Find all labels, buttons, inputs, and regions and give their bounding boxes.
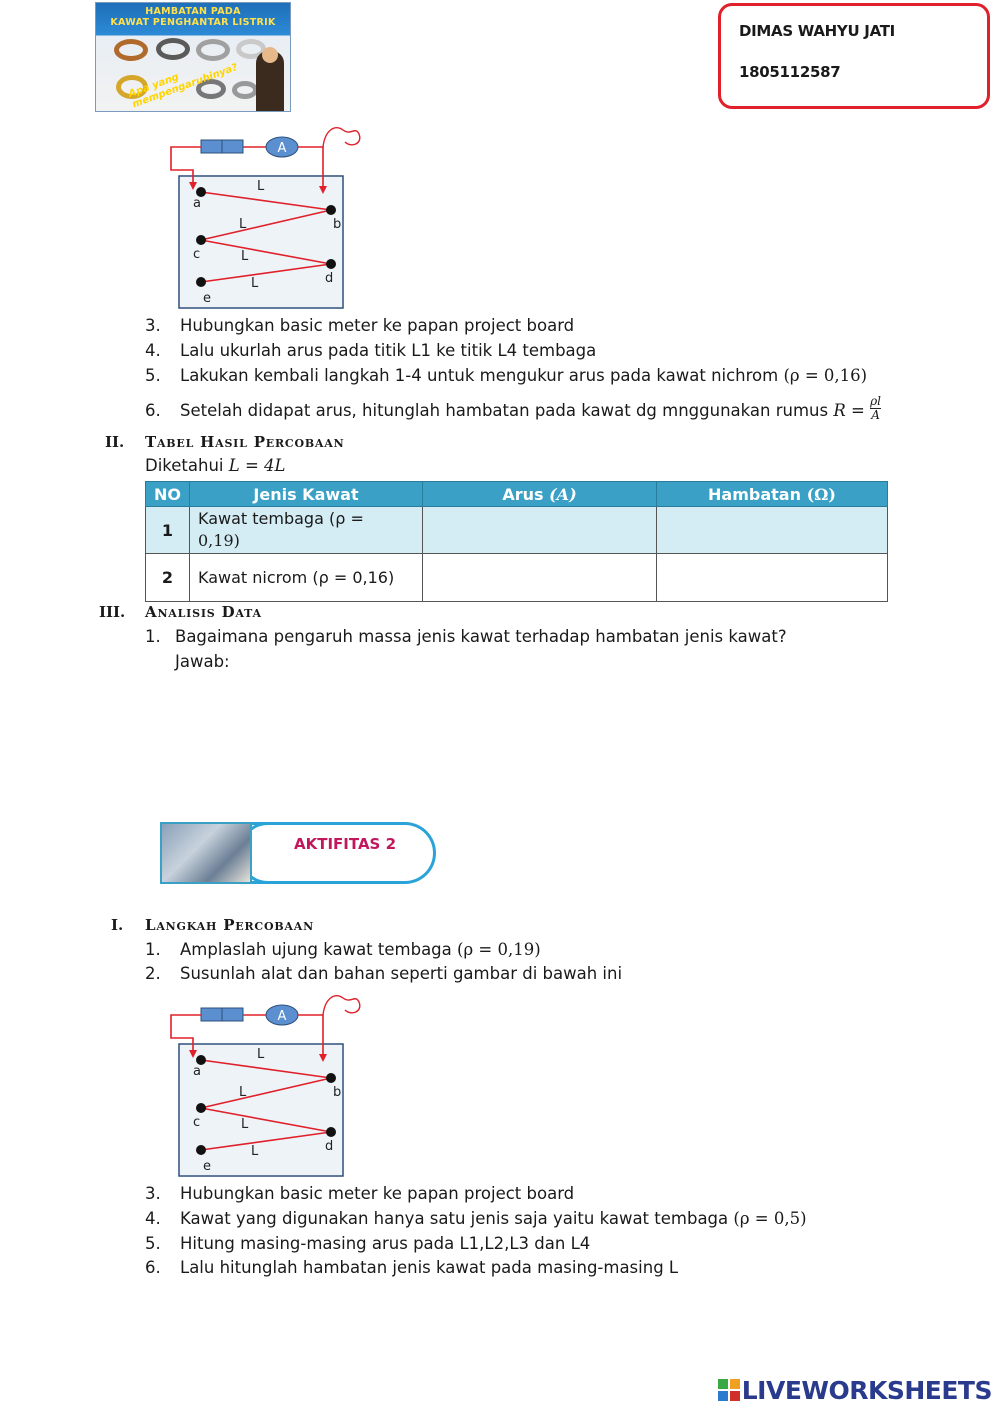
column-header: Jenis Kawat: [190, 482, 423, 507]
list-item: 2. Susunlah alat dan bahan seperti gambar di bawah ini: [145, 964, 623, 983]
formula: (ρ = 0,19): [457, 940, 541, 959]
formula-lhs: R =: [833, 401, 865, 420]
list-item: 3. Hubungkan basic meter ke papan project board: [145, 1184, 575, 1203]
table-cell-hambatan-input[interactable]: [657, 507, 888, 554]
ammeter-label: A: [277, 141, 287, 156]
table-row: [146, 554, 888, 602]
list-item: 5. Lakukan kembali langkah 1-4 untuk mengukur arus pada kawat nichrom (ρ = 0,16): [145, 366, 868, 385]
answer-input[interactable]: [175, 676, 875, 806]
svg-text:L: L: [241, 1117, 249, 1132]
formula: (ρ = 0,5): [733, 1209, 807, 1228]
liveworksheets-icon: [718, 1379, 740, 1401]
list-item: 6. Lalu hitunglah hambatan jenis kawat pada masing-masing L: [145, 1258, 679, 1277]
answer-label: Jawab:: [175, 652, 230, 671]
list-item: 5. Hitung masing-masing arus pada L1,L2,L3 dan L4: [145, 1234, 591, 1253]
svg-text:c: c: [193, 1115, 201, 1130]
list-item: 4. Kawat yang digunakan hanya satu jenis saja yaitu kawat tembaga (ρ = 0,5): [145, 1209, 807, 1228]
table-cell-jenis: Kawat nicrom (ρ = 0,16): [190, 554, 423, 602]
table-cell-jenis: Kawat tembaga (ρ = 0,19): [190, 507, 423, 554]
svg-text:L: L: [251, 1144, 259, 1159]
table-cell-no: 1: [146, 507, 190, 554]
svg-text:L: L: [257, 179, 265, 194]
student-info-box: [718, 3, 990, 109]
svg-text:c: c: [193, 247, 201, 262]
header-script-text: Apa yang mempengaruhinya?: [127, 61, 240, 111]
header-title: HAMBATAN PADA KAWAT PENGHANTAR LISTRIK: [110, 6, 276, 28]
section-number: III.: [99, 603, 126, 621]
svg-text:b: b: [333, 217, 342, 232]
student-id: 1805112587: [739, 63, 841, 81]
section-number: II.: [105, 433, 125, 451]
svg-text:d: d: [325, 1139, 334, 1154]
column-header: NO: [146, 482, 190, 507]
column-header: Hambatan (Ω): [657, 482, 888, 507]
svg-text:L: L: [257, 1047, 265, 1062]
student-name: DIMAS WAHYU JATI: [739, 22, 895, 40]
results-table: [145, 481, 888, 602]
list-item: 6. Setelah didapat arus, hitunglah hambatan pada kawat dg mnggunakan rumus R = $\frac{\rho l}{A}$: [145, 394, 881, 422]
svg-text:e: e: [203, 291, 211, 306]
activity-banner: [160, 822, 438, 884]
svg-text:L: L: [251, 276, 259, 291]
svg-text:e: e: [203, 1159, 211, 1174]
table-cell-arus-input[interactable]: [423, 507, 657, 554]
table-cell-hambatan-input[interactable]: [657, 554, 888, 602]
section-number: I.: [111, 916, 124, 934]
list-item: 3. Hubungkan basic meter ke papan project board: [145, 316, 575, 335]
column-header: Arus (A): [423, 482, 657, 507]
activity-photo: [160, 822, 252, 884]
svg-text:L: L: [239, 1085, 247, 1100]
svg-text:b: b: [333, 1085, 342, 1100]
formula-fraction: $\frac{\rho l}{A}$: [870, 394, 881, 422]
question: 1. Bagaimana pengaruh massa jenis kawat terhadap hambatan jenis kawat?: [145, 627, 787, 646]
activity-label: AKTIFITAS 2: [294, 835, 397, 853]
known-values: Diketahui L = 4L: [145, 456, 286, 475]
liveworksheets-logo: LIVEWORKSHEETS: [718, 1376, 992, 1405]
list-item: 4. Lalu ukurlah arus pada titik L1 ke titik L4 tembaga: [145, 341, 597, 360]
circuit-diagram-1: [165, 122, 365, 312]
section-title: Analisis Data: [145, 603, 262, 621]
section-title: Tabel Hasil Percobaan: [145, 433, 345, 451]
svg-text:a: a: [193, 1064, 201, 1079]
ammeter-label: A: [277, 1009, 287, 1024]
table-cell-no: 2: [146, 554, 190, 602]
table-cell-arus-input[interactable]: [423, 554, 657, 602]
header-image: [95, 2, 291, 112]
circuit-diagram-2: [165, 990, 365, 1180]
table-row: [146, 507, 888, 554]
svg-text:L: L: [241, 249, 249, 264]
svg-text:a: a: [193, 196, 201, 211]
svg-text:L: L: [239, 217, 247, 232]
table-header-row: [146, 482, 888, 507]
list-item: 1. Amplaslah ujung kawat tembaga (ρ = 0,19): [145, 940, 541, 959]
section-title: Langkah Percobaan: [145, 916, 314, 934]
formula: (ρ = 0,16): [783, 366, 868, 385]
svg-text:d: d: [325, 271, 334, 286]
